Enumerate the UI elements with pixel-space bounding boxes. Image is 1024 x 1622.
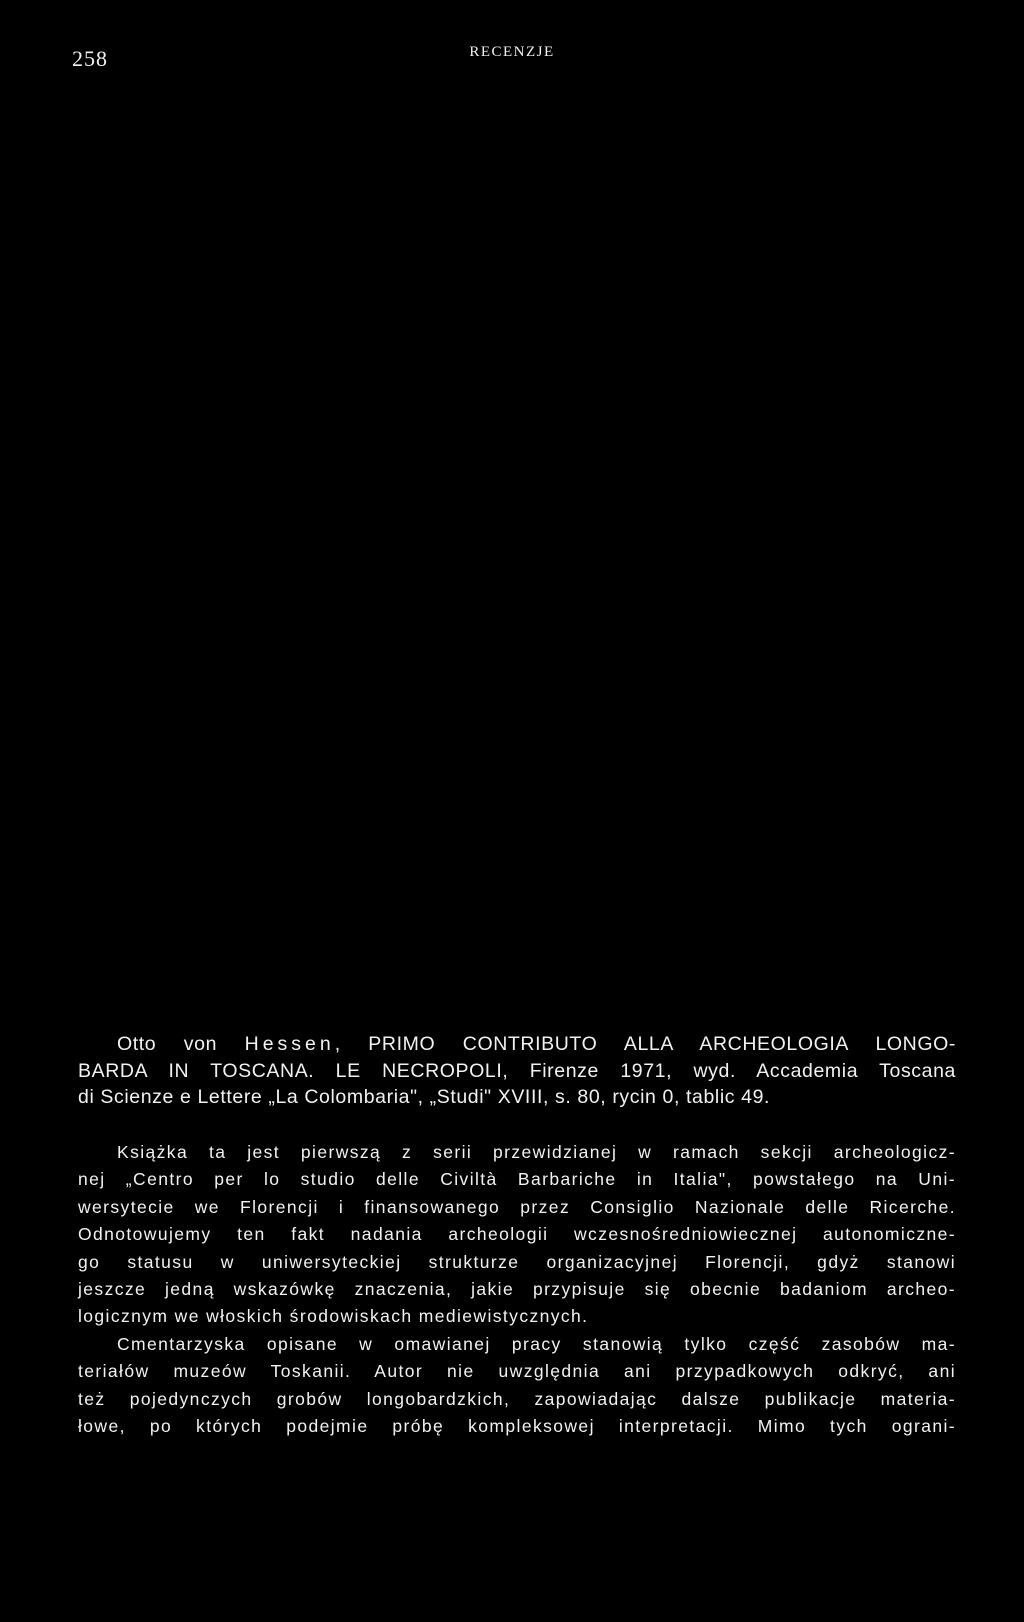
body-line: jeszcze jedną wskazówkę znaczenia, jakie przypisuje się obecnie badaniom archeo-	[78, 1279, 956, 1300]
body-line: nej „Centro per lo studio delle Civiltà Barbariche in Italia", powstałego na Uni-	[78, 1169, 956, 1190]
bibliographic-entry	[78, 1031, 956, 1111]
author-surname: Hessen	[244, 1033, 335, 1055]
running-head: RECENZJE	[469, 44, 555, 60]
title-fragment: , PRIMO CONTRIBUTO ALLA ARCHEOLOGIA LONGO-	[334, 1033, 956, 1055]
body-line: Odnotowujemy ten fakt nadania archeologii wczesnośredniowiecznej autonomiczne-	[78, 1224, 956, 1245]
page-number: 258	[72, 46, 108, 71]
body-line: wersytecie we Florencji i finansowanego przez Consiglio Nazionale delle Ricerche.	[78, 1196, 956, 1217]
body-line: Książka ta jest pierwszą z serii przewidzianej w ramach sekcji archeologicz-	[117, 1142, 956, 1162]
bibliography-line: BARDA IN TOSCANA. LE NECROPOLI, Firenze 1971, wyd. Accademia Toscana	[78, 1059, 956, 1082]
review-body	[78, 1139, 956, 1440]
body-line: logicznym we włoskich środowiskach mediewistycznych.	[78, 1306, 589, 1327]
bibliography-line	[78, 1031, 956, 1058]
body-line: łowe, po których podejmie próbę kompleksowej interpretacji. Mimo tych ograni-	[78, 1416, 956, 1437]
bibliography-line: di Scienze e Lettere „La Colombaria", „Studi" XVIII, s. 80, rycin 0, tablic 49.	[78, 1086, 771, 1108]
body-line: go statusu w uniwersyteckiej strukturze organizacyjnej Florencji, gdyż stanowi	[78, 1251, 956, 1272]
author-prefix: Otto von	[117, 1033, 245, 1055]
body-line: też pojedynczych grobów longobardzkich, zapowiadając dalsze publikacje materia-	[78, 1388, 956, 1409]
body-line: Cmentarzyska opisane w omawianej pracy stanowią tylko część zasobów ma-	[117, 1333, 956, 1354]
body-line: teriałów muzeów Toskanii. Autor nie uwzględnia ani przypadkowych odkryć, ani	[78, 1361, 956, 1382]
